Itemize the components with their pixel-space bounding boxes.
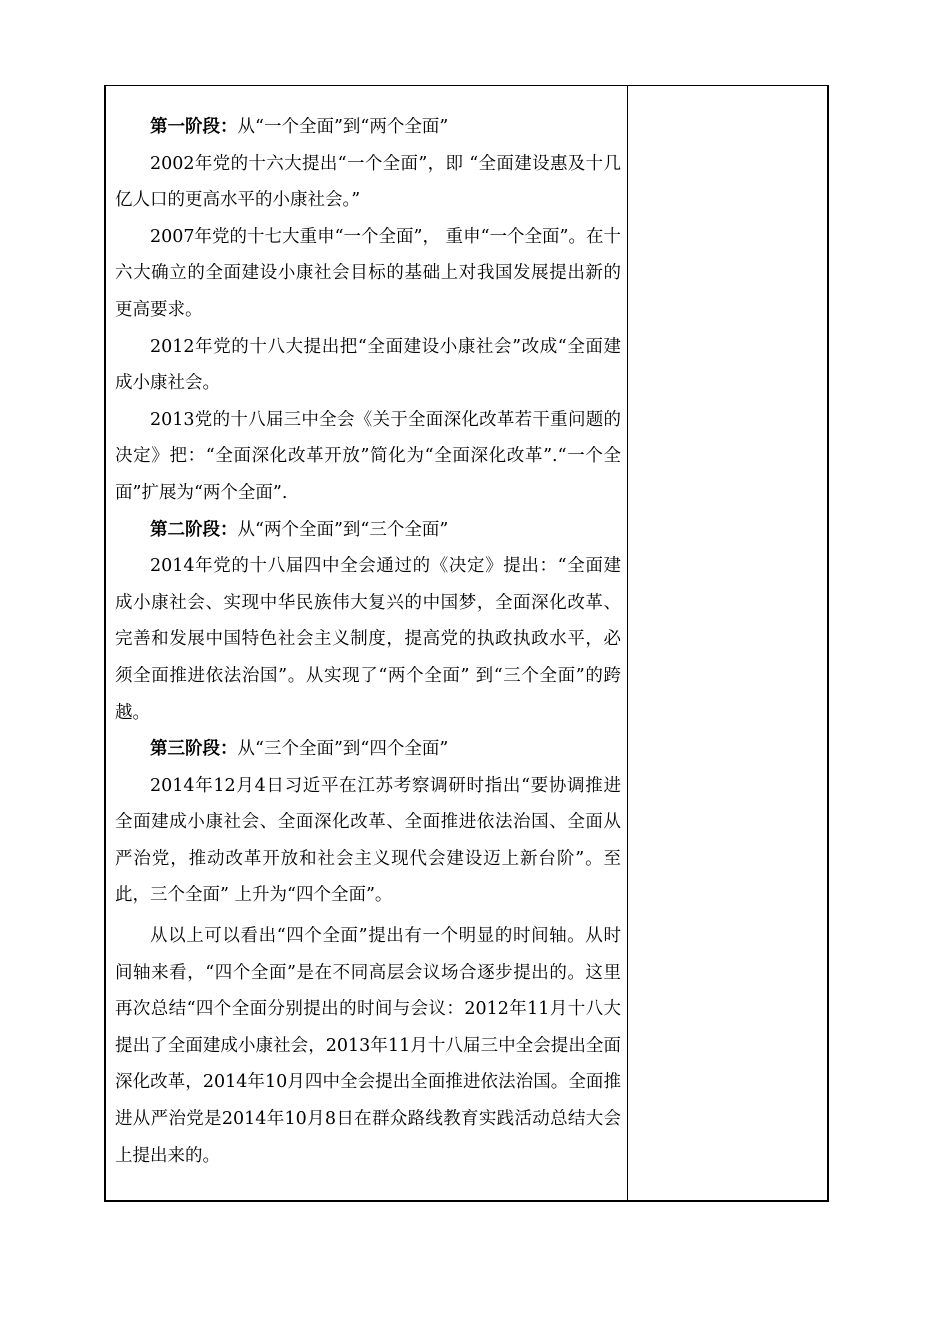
- stage2-title: 从“两个全面”到“三个全面”: [237, 519, 449, 540]
- stage2-paragraph: [115, 512, 621, 549]
- column-divider: [627, 86, 628, 1200]
- content-table: [104, 85, 829, 1202]
- stage1-paragraph: [115, 109, 621, 146]
- paragraph-2013: 2013党的十八届三中全会《关于全面深化改革若干重问题的决定》把：“全面深化改革开放”简化为“全面深化改革”.“一个全面”扩展为“两个全面”.: [115, 409, 621, 503]
- stage3-paragraph: [115, 731, 621, 768]
- paragraph-2002: 2002年党的十六大提出“一个全面”，即 “全面建设惠及十几亿人口的更高水平的小康社会。”: [115, 153, 621, 211]
- paragraph-summary: 从以上可以看出“四个全面”提出有一个明显的时间轴。从时间轴来看，“四个全面”是在不同高层会议场合逐步提出的。这里再次总结“四个全面分别提出的时间与会议：2012年11月十八大提出了全面建成小康社会，2013年11月十八届三中全会提出全面深化改革，2014年10月四中全会提出全面推进依法治国。全面推进从严治党是2014年10月8日在群众路线教育实践活动总结大会上提出来的。: [115, 926, 621, 1166]
- main-cell: [115, 109, 621, 1174]
- stage3-heading: 第三阶段：: [150, 739, 238, 760]
- stage1-title: 从“一个全面”到“两个全面”: [237, 117, 449, 137]
- paragraph-2007: 2007年党的十七大重申“一个全面”， 重申“一个全面”。在十六大确立的全面建设小康社会目标的基础上对我国发展提出新的更高要求。: [115, 226, 621, 320]
- paragraph-2014-oct: 2014年党的十八届四中全会通过的《决定》提出：“全面建成小康社会、实现中华民族伟大复兴的中国梦，全面深化改革、完善和发展中国特色社会主义制度，提高党的执政执政水平，必须全面推进依法治国”。从实现了“两个全面” 到“三个全面”的跨越。: [115, 556, 621, 723]
- stage1-heading: 第一阶段：: [150, 117, 238, 137]
- stage2-heading: 第二阶段：: [150, 519, 238, 540]
- paragraph-2012: 2012年党的十八大提出把“全面建设小康社会”改成“全面建成小康社会。: [115, 336, 621, 394]
- stage3-title: 从“三个全面”到“四个全面”: [237, 739, 449, 760]
- paragraph-2014-dec: 2014年12月4日习近平在江苏考察调研时指出“要协调推进全面建成小康社会、全面深化改革、全面推进依法治国、全面从严治党，推动改革开放和社会主义现代会建设迈上新台阶”。至此，三个全面” 上升为“四个全面”。: [115, 775, 621, 906]
